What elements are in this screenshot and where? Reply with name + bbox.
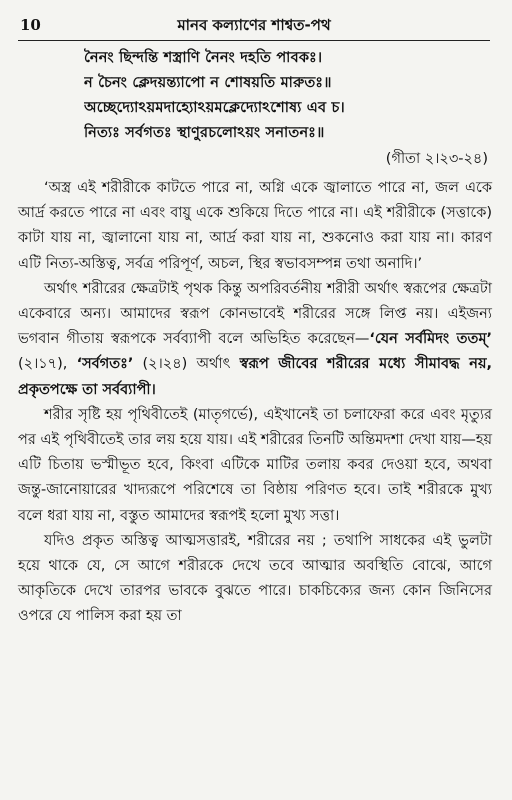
verse-line: ন চৈনং ক্লেদয়ন্ত্যাপো ন শোষয়তি মারুতঃ॥ (84, 75, 332, 91)
verse-line: নৈনং ছিন্দন্তি শস্ত্রাণি নৈনং দহতি পাবকঃ। (84, 50, 323, 66)
emphasis-statement: স্বরূপ জীবের শরীরের মধ্যে সীমাবদ্ধ নয়, প্রকৃতপক্ষে তা সর্বব্যাপী। (18, 356, 493, 398)
verse-line: অচ্ছেদ্যোঽয়মদাহ্যোঽয়মক্লেদ্যোঽশোষ্য এব চ। (84, 100, 345, 116)
running-title: মানব কল্যাণের শাশ্বত-পথ (177, 16, 331, 34)
sanskrit-verse (84, 46, 482, 146)
emphasis-quote: ‘যেন সর্বমিদং ততম্’ (369, 331, 492, 348)
paragraph-body: শরীর সৃষ্টি হয় পৃথিবীতেই (মাতৃগর্ভে), এইখানেই তা চলাফেরা করে এবং মৃত্যুর পর এই পৃথিবীতেই তার লয় হয়ে যায়। এই শরীরের তিনটি অন্তিমদশা দেখা যায়—হয় এটি চিতায় ভস্মীভূত হবে, কিংবা এটিকে মাটির তলায় কবর দেওয়া হবে, অথবা জন্তু-জানোয়ারের খাদ্যরূপে পরিশেষে তা বিষ্ঠায় পরিণত হবে। তাই শরীরকে মুখ্য বলে ধরা যায় না, বস্তুত আমাদের স্বরূপই হলো মুখ্য সত্তা। (18, 406, 492, 524)
text-run: (২।১৭), (18, 356, 77, 373)
body-text (18, 176, 492, 630)
text-run: (২।২৪) অর্থাৎ (133, 356, 240, 373)
page-number: 10 (20, 16, 41, 34)
paragraph-body: যদিও প্রকৃত অস্তিত্ব আত্মসত্তারই, শরীরের নয় ; তথাপি সাধকের এই ভুলটা হয়ে থাকে যে, সে আগে শরীরকে দেখে তবে আত্মার অবস্থিতি বোঝে, আগে আকৃতিকে দেখে তারপর ভাবকে বুঝতে পারে। চাকচিক্যের জন্য কোন জিনিসের ওপরে যে পালিস করা হয় তা (18, 532, 492, 625)
verse-line: নিত্যঃ সর্বগতঃ স্থাণুরচলোঽয়ং সনাতনঃ॥ (84, 125, 325, 141)
page-header (18, 6, 490, 41)
paragraph-translation: ‘অস্ত্র এই শরীরীকে কাটতে পারে না, অগ্নি একে জ্বালাতে পারে না, জল একে আর্দ্র করতে পারে না এবং বায়ু একে শুকিয়ে দিতে পারে না। এই শরীরীকে (সত্তাকে) কাটা যায় না, জ্বালানো যায় না, আর্দ্র করা যায় না, শুকনোও করা যায় না। কারণ এটি নিত্য-অস্তিত্ব, সর্বত্র পরিপূর্ণ, অচল, স্থির স্বভাবসম্পন্ন তথা অনাদি।’ (18, 180, 492, 272)
emphasis-quote: ‘সর্বগতঃ’ (76, 356, 134, 373)
text-run: অর্থাৎ শরীরের ক্ষেত্রটাই পৃথক কিন্তু অপরিবর্তনীয় শরীরী অর্থাৎ স্বরূপের ক্ষেত্রটা একেবারে অন্য। আমাদের স্বরূপ কোনভাবেই শরীরের সঙ্গে লিপ্ত নয়। এইজন্য ভগবান গীতায় স্বরূপকে সর্বব্যাপী বলে অভিহিত করেছেন— (18, 280, 492, 348)
verse-reference: (গীতা ২।২৩-২৪) (385, 151, 488, 167)
paragraph-explanation (18, 277, 492, 403)
